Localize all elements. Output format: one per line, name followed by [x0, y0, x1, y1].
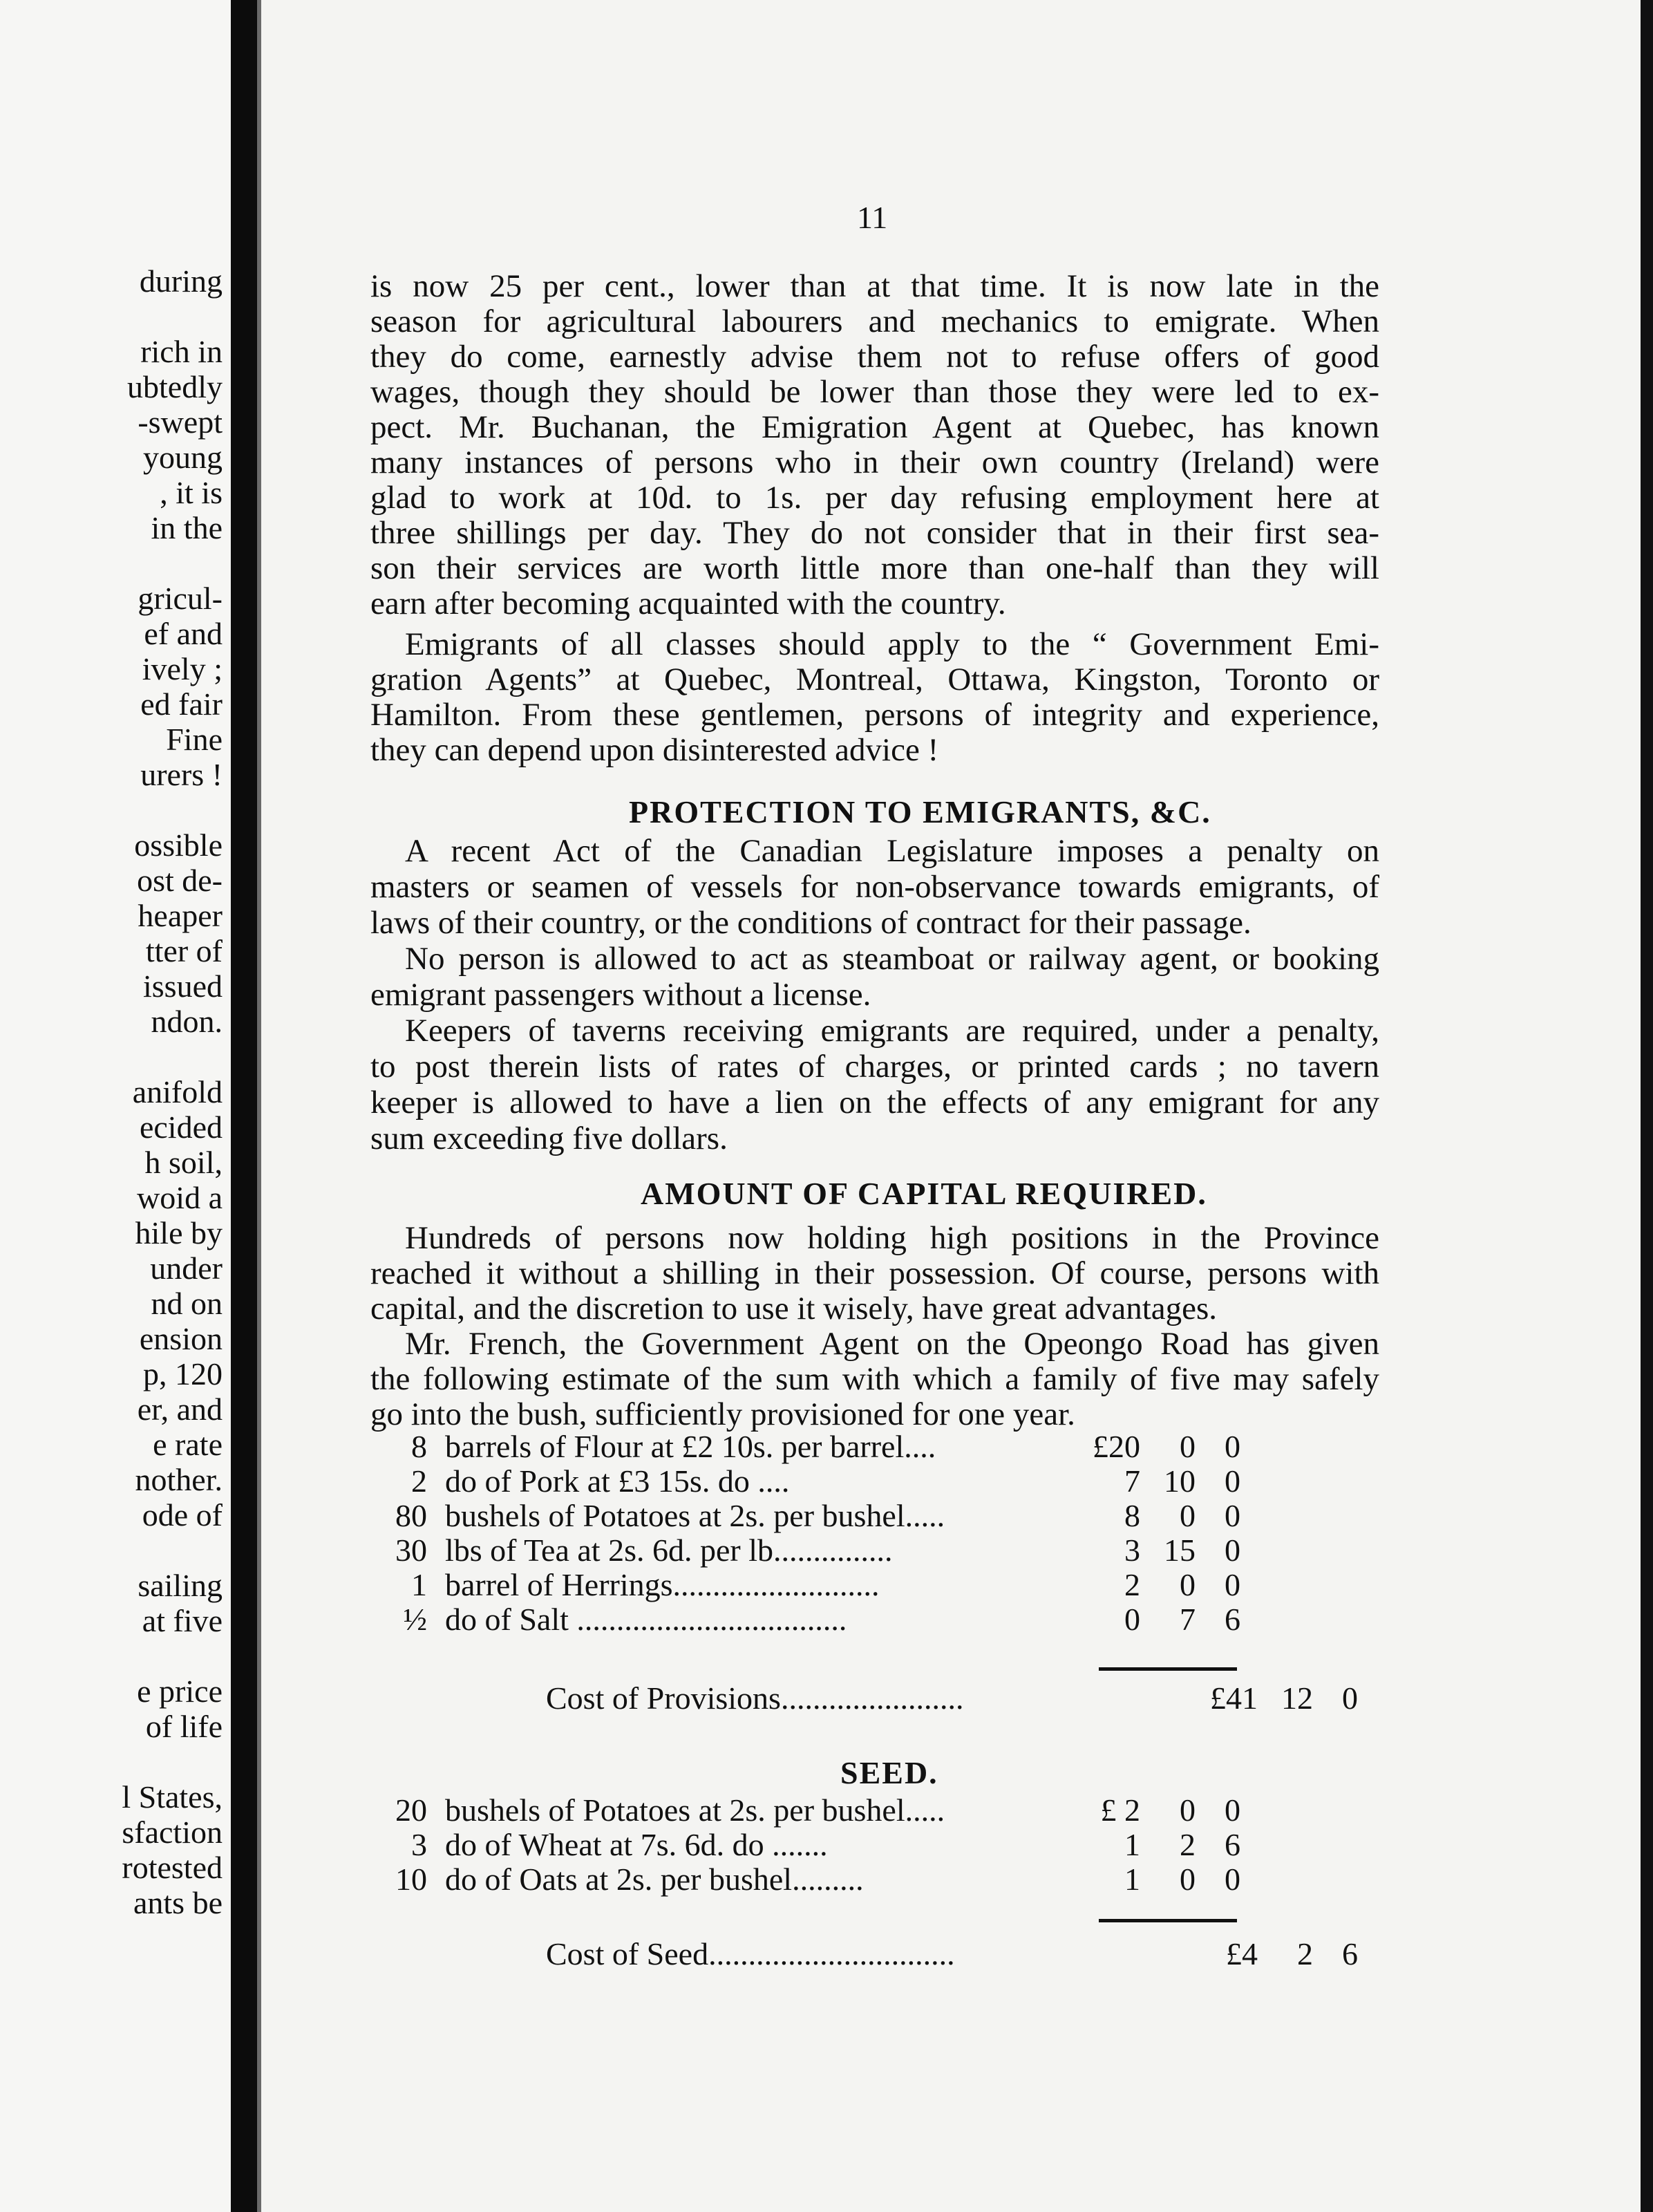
- total-pounds: £41: [1210, 1680, 1258, 1716]
- item-quantity: ½: [403, 1602, 427, 1637]
- amount-shillings: 0: [1180, 1792, 1196, 1828]
- text-line: Emigrants of all classes should apply to the “ Government Emi-: [405, 626, 1379, 662]
- facing-page-fragment: er, and: [137, 1391, 223, 1427]
- facing-page-fragment: hile by: [135, 1215, 223, 1250]
- text-line: A recent Act of the Canadian Legislature imposes a penalty on: [405, 833, 1379, 869]
- facing-page-fragment: ed fair: [140, 686, 223, 722]
- item-description: do of Wheat at 7s. 6d. do .......: [445, 1827, 828, 1862]
- item-description: do of Oats at 2s. per bushel.........: [445, 1862, 864, 1897]
- text-line: masters or seamen of vessels for non-observance towards emigrants, of: [370, 869, 1379, 905]
- item-quantity: 10: [395, 1862, 427, 1897]
- text-line: sum exceeding five dollars.: [370, 1121, 728, 1156]
- item-description: lbs of Tea at 2s. 6d. per lb...............: [445, 1533, 893, 1568]
- page-number: 11: [857, 200, 888, 235]
- amount-pounds: 8: [1124, 1498, 1140, 1533]
- amount-pounds: 3: [1124, 1533, 1140, 1568]
- facing-page-fragment: ndon.: [151, 1004, 223, 1039]
- item-quantity: 80: [395, 1498, 427, 1533]
- facing-page-fragment: gricul-: [138, 581, 223, 616]
- facing-page-fragment: woid a: [137, 1180, 223, 1215]
- facing-page-fragment: ively ;: [142, 651, 223, 686]
- text-line: glad to work at 10d. to 1s. per day refusing employment here at: [370, 480, 1379, 516]
- facing-page-fragment: rich in: [140, 334, 223, 369]
- facing-page-fragment: tter of: [145, 933, 223, 968]
- facing-page-fragment: p, 120: [143, 1356, 223, 1391]
- text-line: Hundreds of persons now holding high positions in the Province: [405, 1220, 1379, 1256]
- amount-pence: 0: [1225, 1567, 1240, 1602]
- amount-pounds: 0: [1124, 1602, 1140, 1637]
- amount-shillings: 7: [1180, 1602, 1196, 1637]
- facing-page-fragment: Fine: [166, 722, 223, 757]
- amount-pence: 0: [1225, 1463, 1240, 1499]
- text-line: son their services are worth little more than one-half than they will: [370, 550, 1379, 586]
- provisions-rule: [1099, 1667, 1237, 1671]
- seed-rule: [1099, 1919, 1237, 1922]
- facing-page-fragment: h soil,: [144, 1145, 223, 1180]
- amount-pence: 0: [1225, 1498, 1240, 1533]
- facing-page-fragment: during: [139, 263, 223, 299]
- item-quantity: 3: [411, 1827, 427, 1862]
- facing-page-fragment: nd on: [151, 1286, 223, 1321]
- page-edge: [1641, 0, 1653, 2212]
- item-quantity: 1: [411, 1567, 427, 1602]
- facing-page-fragment: urers !: [140, 757, 223, 792]
- amount-pence: 0: [1225, 1429, 1240, 1464]
- text-line: Hamilton. From these gentlemen, persons of integrity and experience,: [370, 697, 1379, 733]
- facing-page-fragment: rotested: [122, 1850, 223, 1885]
- facing-page-fragment: ost de-: [137, 863, 223, 898]
- amount-pounds: 7: [1124, 1463, 1140, 1499]
- facing-page-fragment: of life: [145, 1709, 223, 1744]
- amount-pence: 6: [1225, 1827, 1240, 1862]
- facing-page-fragment: l States,: [122, 1779, 223, 1815]
- total-pounds: £4: [1226, 1936, 1258, 1971]
- facing-page-fragment: -swept: [138, 404, 223, 440]
- item-description: do of Pork at £3 15s. do ....: [445, 1463, 790, 1499]
- item-description: do of Salt ..................................: [445, 1602, 847, 1637]
- facing-page-fragment: sailing: [138, 1568, 223, 1603]
- amount-shillings: 0: [1180, 1567, 1196, 1602]
- text-line: go into the bush, sufficiently provisioned for one year.: [370, 1396, 1075, 1432]
- facing-page-fragment: ode of: [142, 1497, 223, 1533]
- text-line: emigrant passengers without a license.: [370, 977, 871, 1013]
- text-line: laws of their country, or the conditions of contract for their passage.: [370, 905, 1251, 941]
- heading-protection: PROTECTION TO EMIGRANTS, &C.: [629, 794, 1211, 830]
- item-quantity: 2: [411, 1463, 427, 1499]
- facing-page-fragment: issued: [143, 968, 223, 1004]
- item-description: barrels of Flour at £2 10s. per barrel....: [445, 1429, 936, 1464]
- total-label: Cost of Seed...............................: [546, 1936, 955, 1971]
- facing-page-fragment: in the: [151, 510, 223, 545]
- facing-page-fragment: at five: [142, 1603, 223, 1638]
- facing-page-fragment: under: [150, 1250, 223, 1286]
- text-line: they do come, earnestly advise them not to refuse offers of good: [370, 339, 1379, 375]
- amount-pounds: 2: [1124, 1567, 1140, 1602]
- heading-seed: SEED.: [840, 1755, 938, 1790]
- amount-shillings: 15: [1164, 1533, 1196, 1568]
- item-description: bushels of Potatoes at 2s. per bushel.....: [445, 1792, 945, 1828]
- item-description: barrel of Herrings..........................: [445, 1567, 880, 1602]
- amount-pounds: 1: [1124, 1827, 1140, 1862]
- facing-page-fragment: sfaction: [122, 1815, 223, 1850]
- amount-shillings: 0: [1180, 1498, 1196, 1533]
- facing-page-fragment: ecided: [139, 1109, 223, 1145]
- total-pence: 0: [1342, 1680, 1358, 1716]
- item-quantity: 20: [395, 1792, 427, 1828]
- amount-shillings: 10: [1164, 1463, 1196, 1499]
- text-line: to post therein lists of rates of charges, or printed cards ; no tavern: [370, 1049, 1379, 1085]
- text-line: the following estimate of the sum with which a family of five may safely: [370, 1361, 1379, 1397]
- total-label: Cost of Provisions.......................: [546, 1680, 964, 1716]
- amount-pounds: 1: [1124, 1862, 1140, 1897]
- amount-shillings: 0: [1180, 1429, 1196, 1464]
- total-shillings: 2: [1297, 1936, 1313, 1971]
- total-pence: 6: [1342, 1936, 1358, 1971]
- facing-page-fragment: nother.: [135, 1462, 223, 1497]
- amount-pence: 0: [1225, 1533, 1240, 1568]
- facing-page-fragment: anifold: [132, 1074, 223, 1109]
- amount-shillings: 0: [1180, 1862, 1196, 1897]
- text-line: is now 25 per cent., lower than at that time. It is now late in the: [370, 268, 1379, 304]
- facing-page-fragment: ubtedly: [127, 369, 223, 404]
- text-line: keeper is allowed to have a lien on the effects of any emigrant for any: [370, 1085, 1379, 1121]
- facing-page-fragment: ossible: [134, 827, 223, 863]
- text-line: capital, and the discretion to use it wisely, have great advantages.: [370, 1291, 1218, 1327]
- amount-pounds: £ 2: [1100, 1792, 1140, 1828]
- text-line: reached it without a shilling in their possession. Of course, persons with: [370, 1255, 1379, 1291]
- amount-pounds: £20: [1093, 1429, 1140, 1464]
- text-line: three shillings per day. They do not consider that in their first sea-: [370, 515, 1379, 551]
- item-quantity: 8: [411, 1429, 427, 1464]
- text-line: Keepers of taverns receiving emigrants are required, under a penalty,: [405, 1013, 1379, 1049]
- facing-page-fragment: , it is: [160, 475, 223, 510]
- text-line: pect. Mr. Buchanan, the Emigration Agent at Quebec, has known: [370, 409, 1379, 445]
- text-line: No person is allowed to act as steamboat or railway agent, or booking: [405, 941, 1379, 977]
- facing-page-fragment: heaper: [138, 898, 223, 933]
- text-line: many instances of persons who in their own country (Ireland) were: [370, 444, 1379, 480]
- facing-page-fragment: ef and: [144, 616, 223, 651]
- text-line: they can depend upon disinterested advice !: [370, 732, 939, 768]
- text-line: season for agricultural labourers and mechanics to emigrate. When: [370, 303, 1379, 339]
- facing-page-fragment: young: [143, 440, 223, 475]
- amount-shillings: 2: [1180, 1827, 1196, 1862]
- facing-page-fragment: ants be: [133, 1885, 223, 1920]
- item-description: bushels of Potatoes at 2s. per bushel.....: [445, 1498, 945, 1533]
- facing-page-fragment: ension: [139, 1321, 223, 1356]
- heading-capital: AMOUNT OF CAPITAL REQUIRED.: [641, 1176, 1207, 1211]
- text-line: gration Agents” at Quebec, Montreal, Ottawa, Kingston, Toronto or: [370, 662, 1379, 697]
- text-line: Mr. French, the Government Agent on the Opeongo Road has given: [405, 1326, 1379, 1362]
- text-line: earn after becoming acquainted with the country.: [370, 585, 1006, 621]
- text-line: wages, though they should be lower than those they were led to ex-: [370, 374, 1379, 410]
- total-shillings: 12: [1281, 1680, 1313, 1716]
- item-quantity: 30: [395, 1533, 427, 1568]
- amount-pence: 0: [1225, 1792, 1240, 1828]
- facing-page-fragment: e price: [137, 1674, 223, 1709]
- amount-pence: 0: [1225, 1862, 1240, 1897]
- amount-pence: 6: [1225, 1602, 1240, 1637]
- facing-page-fragment: e rate: [153, 1427, 223, 1462]
